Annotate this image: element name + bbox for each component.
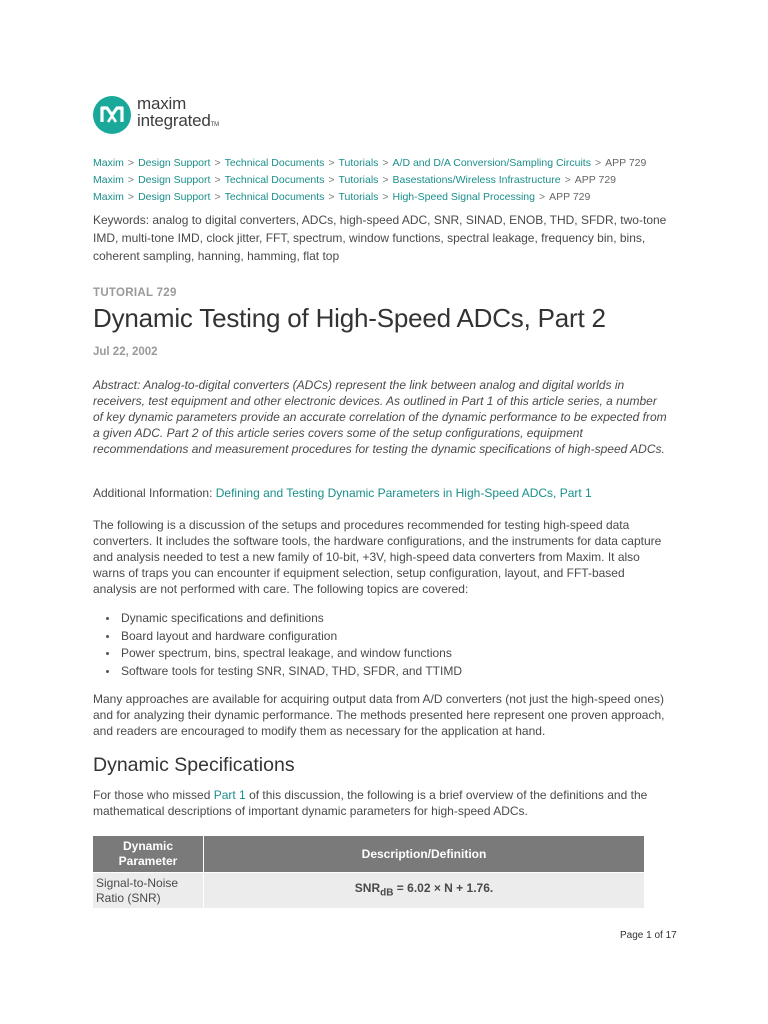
breadcrumb-separator: > [538,191,546,203]
page-title: Dynamic Testing of High-Speed ADCs, Part 2 [93,303,606,333]
table-header-parameter: Dynamic Parameter [93,836,204,873]
dynamic-specs-table [92,835,645,909]
breadcrumb-separator: > [594,157,602,169]
breadcrumb-link[interactable]: Design Support [138,157,211,169]
breadcrumb-separator: > [127,157,135,169]
additional-info-link[interactable]: Defining and Testing Dynamic Parameters in High-Speed ADCs, Part 1 [215,486,592,500]
breadcrumb-separator: > [127,174,135,186]
bullet-icon [106,652,109,655]
breadcrumb-separator: > [214,174,221,186]
breadcrumb-link[interactable]: A/D and D/A Conversion/Sampling Circuits [392,157,591,169]
section-paragraph-text-after: of this discussion, the following is a brief overview of the definitions and the mathematical descriptions of important dynamic parameters for high-speed ADCs. [93,788,648,818]
breadcrumb-row [93,172,646,189]
section-paragraph [93,787,668,819]
breadcrumb [93,155,646,206]
breadcrumb-current: APP 729 [605,157,647,169]
page-number: Page 1 of 17 [620,930,677,941]
breadcrumb-link[interactable]: Tutorials [338,157,379,169]
formula-main: SNR [354,880,381,895]
breadcrumb-link[interactable]: High-Speed Signal Processing [392,191,535,203]
breadcrumb-current: APP 729 [549,191,591,203]
breadcrumb-separator: > [382,157,389,169]
breadcrumb-separator: > [328,157,335,169]
topic-text: Power spectrum, bins, spectral leakage, and window functions [121,646,452,660]
tutorial-number: TUTORIAL 729 [93,287,177,299]
breadcrumb-link[interactable]: Tutorials [338,191,379,203]
bullet-icon [106,617,109,620]
table-cell-parameter: Signal-to-Noise Ratio (SNR) [93,873,204,909]
breadcrumb-separator: > [382,191,389,203]
breadcrumb-separator: > [382,174,389,186]
topics-list [93,610,462,680]
maxim-logo-icon [93,96,131,134]
breadcrumb-row [93,155,646,172]
topic-text: Board layout and hardware configuration [121,628,338,643]
breadcrumb-link[interactable]: Tutorials [338,174,379,186]
breadcrumb-link[interactable]: Design Support [138,174,211,186]
topic-text: Software tools for testing SNR, SINAD, THD, SFDR, and TTIMD [121,663,462,678]
logo-line-1: maxim [137,94,187,113]
table-cell-formula [204,873,645,909]
approaches-paragraph: Many approaches are available for acquiring output data from A/D converters (not just the high-speed ones) and for analyzing their dynamic performance. The methods presented here represent one proven approach, and readers are encouraged to modify them as necessary for the application at hand. [93,692,665,738]
maxim-logo[interactable] [93,95,219,134]
section-heading: Dynamic Specifications [93,754,295,776]
logo-tm: TM [210,122,219,128]
formula-subscript: dB [380,887,394,899]
publish-date: Jul 22, 2002 [93,346,158,358]
list-item [93,628,462,646]
breadcrumb-link[interactable]: Technical Documents [224,174,325,186]
breadcrumb-current: APP 729 [574,174,617,186]
list-item [93,645,462,663]
keywords-text: Keywords: analog to digital converters, ADCs, high-speed ADC, SNR, SINAD, ENOB, THD, SFDR, two-tone IMD, multi-tone IMD, clock jitter, FFT, spectrum, window functions, spectral leakage, frequency bin, bins, coherent sampling, hanning, hamming, flat top [93,213,667,263]
breadcrumb-link[interactable]: Maxim [93,157,124,169]
breadcrumb-separator: > [328,191,335,203]
table-header-row [93,836,645,873]
part1-link[interactable]: Part 1 [213,788,246,802]
section-paragraph-text-before: For those who missed [93,788,214,802]
logo-line-2: integrated [137,111,211,130]
table-header-description: Description/Definition [204,836,645,873]
breadcrumb-link[interactable]: Technical Documents [224,157,325,169]
table-row [93,873,645,909]
breadcrumb-separator: > [127,191,135,203]
breadcrumb-link[interactable]: Design Support [138,191,211,203]
breadcrumb-link[interactable]: Basestations/Wireless Infrastructure [392,174,561,186]
bullet-icon [106,670,109,673]
bullet-icon [106,635,109,638]
breadcrumb-separator: > [564,174,571,186]
breadcrumb-link[interactable]: Maxim [93,191,124,203]
additional-info-label: Additional Information: [93,486,213,500]
list-item [93,610,462,628]
breadcrumb-row [93,189,646,206]
additional-information [93,486,592,500]
breadcrumb-separator: > [214,191,221,203]
breadcrumb-link[interactable]: Maxim [93,174,124,186]
abstract-text: Abstract: Analog-to-digital converters (ADCs) represent the link between analog and digital worlds in receivers, test equipment and other electronic devices. As outlined in Part 1 of this article series, a number of key dynamic parameters provide an accurate correlation of the dynamic performance to be expected from a given ADC. Part 2 of this article series covers some of the setup configurations, equipment recommendations and measurement procedures for testing the dynamic specifications of high-speed ADCs. [93,378,667,456]
logo-wordmark [137,95,219,134]
breadcrumb-separator: > [214,157,221,169]
topic-text: Dynamic specifications and definitions [121,611,324,625]
formula-rest: = 6.02 × N + 1.76. [393,880,494,895]
list-item [93,663,462,681]
breadcrumb-separator: > [328,174,335,186]
intro-paragraph: The following is a discussion of the setups and procedures recommended for testing high-speed data converters. It includes the software tools, the hardware configurations, and the instruments for data capture and analysis needed to test a new family of 10-bit, +3V, high-speed data converters from Maxim. It also warns of traps you can encounter if equipment selection, setup configuration, layout, and FFT-based analysis are not performed with care. The following topics are covered: [93,518,662,596]
breadcrumb-link[interactable]: Technical Documents [224,191,325,203]
